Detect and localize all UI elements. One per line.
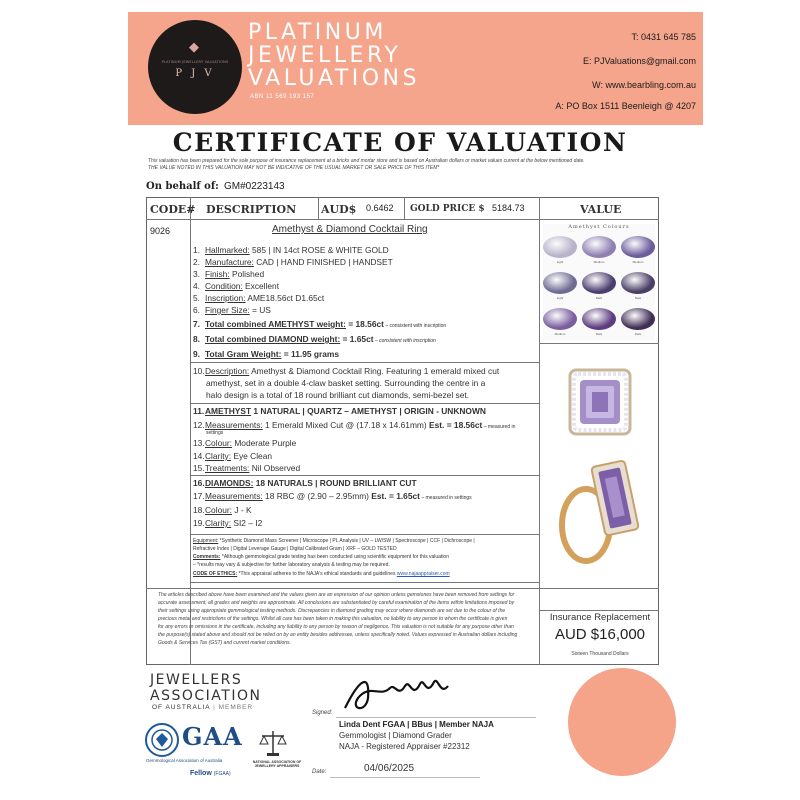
footer-line: The articles described above have been examined and the values given are an expression of our opinion unless gemstones have been removed from settings for [158,592,515,598]
on-behalf-value: GM#0223143 [224,181,285,192]
date-line [330,777,480,778]
insurance-words: Sixteen Thousand Dollars [571,651,629,657]
amethyst-weight-row: 7. Total combined AMETHYST weight: = 18.56ct – consistent with inscription [193,319,447,329]
signer-title: Gemmologist | Diamond Grader [339,731,452,740]
section-divider-5 [190,582,539,583]
company-logo [148,20,242,114]
association-line-2: ASSOCIATION [150,688,262,704]
section-divider-3 [190,475,539,476]
abn: ABN 11 569 193 157 [250,94,315,100]
disclaimer-line-2: THE VALUE NOTED IN THIS VALUATION MAY NOT BE INDICATIVE OF THE USUAL MARKET OR SALE PRICE OF THIS ITEM* [148,165,440,171]
list-item: 19.Clarity: SI2 – I2 [193,518,263,528]
value-header: VALUE [580,203,622,216]
phone: T: 0431 645 785 [631,32,696,42]
list-item: 14.Clarity: Eye Clean [193,451,273,461]
diamonds-measurements: 17.Measurements: 18 RBC @ (2.90 – 2.95mm) Est. = 1.65ct – measured in settings [193,491,472,501]
gaa-subtitle: Gemmological Association of Australia [146,758,223,763]
on-behalf-label: On behalf of: [146,181,219,192]
swatch-label: Dark [595,296,603,300]
insurance-value: AUD $16,000 [554,626,646,643]
item-code: 9026 [150,226,171,236]
amethyst-measurements: 12.Measurements: 1 Emerald Mixed Cut @ (17.18 x 14.61mm) Est. = 18.56ct – measured in [193,420,516,430]
list-item: 3. Finish: Polished [193,269,265,279]
signature-line [336,717,536,718]
swatch-2 [621,236,655,258]
footer-line: accurate assessment, all grades and weights are approximate. All conclusions are substantiated by careful examination of the items within limitations imposed by [158,600,515,606]
comments-line-1: Comments: *Although gemmological grade testing has been conducted using scientific equipment for this valuation [193,554,449,560]
amethyst-heading: 11.AMETHYST 1 NATURAL | QUARTZ – AMETHYST | ORIGIN - UNKNOWN [193,406,486,416]
equipment-line-1: Equipment: *Synthetic Diamond Mass Screener | Microscope | PL Analysis | UV – LW/SW | Spectroscope | CCF | Dichroscope | [193,538,475,544]
swatch-6 [543,308,577,330]
footer-line: precious metal and restrictions of the settings. Whilst all care has been taken in making this valuation, no liability to any person to whom the certificate is given [158,616,508,622]
description-line: halo design is a total of 18 round brilliant cut diamonds, semi-bezel set. [206,390,470,400]
diamonds-heading: 16.DIAMONDS: 18 NATURALS | ROUND BRILLIANT CUT [193,478,417,488]
item-title: Amethyst & Diamond Cocktail Ring [272,224,428,235]
list-item: 6. Finger Size: = US [193,305,271,315]
aud-value: 0.6462 [366,203,394,213]
brand-line-3: VALUATIONS [248,66,420,91]
swatch-label: Light [556,260,564,264]
signed-label: Signed: [312,710,333,716]
naja-scales-icon [258,728,288,758]
swatch-label: Light [556,296,564,300]
ethics-line: CODE OF ETHICS: *This appraisal adheres to the NAJA's ethical standards and guidelines www.najaappraiser.com [193,571,450,577]
naja-link[interactable]: www.najaappraiser.com [396,571,450,577]
aud-divider [318,197,319,219]
list-item: 18.Colour: J - K [193,505,252,515]
swatch-3 [543,272,577,294]
list-item: 2. Manufacture: CAD | HAND FINISHED | HANDSET [193,257,393,267]
gaa-emblem-icon [144,722,180,758]
gram-weight-row: 9. Total Gram Weight: = 11.95 grams [193,349,339,359]
disclaimer-line-1: This valuation has been prepared for the sole purpose of insurance replacement at a bricks and mortar store and is based on Australian dollars or market values current at the below mentioned date. [148,158,585,164]
header-divider [146,219,659,220]
amethyst-measurements-note: settings [206,430,224,436]
section-divider-4 [190,534,539,535]
description-line: amethyst, set in a double 4-claw basket setting. Surrounding the centre in a [206,378,486,388]
association-line-1: JEWELLERS [150,672,243,688]
swatch-label: Medium [593,260,605,264]
section-divider-2 [190,403,539,404]
swatch-label: Dark [595,332,603,336]
swatch-label: Dark [634,296,642,300]
swatch-4 [582,272,616,294]
company-seal [568,668,676,776]
gaa-fellow: Fellow (FGAA) [190,770,231,777]
logo-text: PLATINUM JEWELLERY VALUATIONS [161,60,229,64]
list-item: 5. Inscription: AME18.56ct D1.65ct [193,293,325,303]
footer-line: their settings using appropriate gemmological testing methods. Discrepancies in diamond grading may occur where diamonds are set due to the colour of the [158,608,506,614]
swatch-label: Dark [634,332,642,336]
date-label: Date: [312,769,327,775]
date-value: 04/06/2025 [364,763,415,774]
address: A: PO Box 1511 Beenleigh @ 4207 [555,101,696,111]
code-header: CODE# [150,203,196,216]
aud-header: AUD$ [321,203,357,216]
gaa-text: GAA [182,722,243,751]
list-item: 15.Treatments: Nil Observed [193,463,301,473]
swatch-5 [621,272,655,294]
list-item: 13.Colour: Moderate Purple [193,438,297,448]
gold-divider [404,197,405,219]
signer-registration: NAJA - Registered Appraiser #22312 [339,742,470,751]
value-divider-1 [539,343,659,344]
ring-photo-top [560,362,640,442]
swatch-0 [543,236,577,258]
section-divider-1 [190,362,539,363]
description-header: DESCRIPTION [206,203,297,216]
signer-name: Linda Dent FGAA | BBus | Member NAJA [339,720,494,729]
signature [340,668,460,718]
brand-line-1: PLATINUM [248,20,387,45]
value-col-divider [539,197,540,665]
website: W: www.bearbling.com.au [592,80,696,90]
gold-value: 5184.73 [492,203,525,213]
swatch-7 [582,308,616,330]
email: E: PJValuations@gmail.com [582,56,696,66]
list-item: 1. Hallmarked: 585 | IN 14ct ROSE & WHITE GOLD [193,245,389,255]
diamond-weight-row: 8. Total combined DIAMOND weight: = 1.65ct – consistent with inscription [193,334,436,344]
ring-photo-side [556,445,656,575]
footer-line: Goods & Services Tax (GST) and current market conditions. [158,640,291,646]
comments-line-2: – *results may vary & subjective for further laboratory analysis & testing may be required. [193,562,390,568]
brand-line-2: JEWELLERY [248,43,402,68]
logo-initials: P J V [175,68,215,79]
swatch-1 [582,236,616,258]
association-line-3: OF AUSTRALIA | MEMBER [152,704,254,711]
page-title: CERTIFICATE OF VALUATION [172,128,628,157]
swatch-8 [621,308,655,330]
footer-line: the purpose(s) stated above and should not be relied on by an entity besides addressee, unless specifically noted. Values expressed in Australian dollars including [158,632,518,638]
footer-divider [146,588,659,589]
footer-line: for any errors or omissions in the certificate, including any liability to any person by reason of negligence. This valuation is not suitable for any purpose other than [158,624,514,630]
colour-chart-title: Amethyst Colours [568,224,630,230]
insurance-label: Insurance Replacement [549,612,651,623]
description-row: 10.Description: Amethyst & Diamond Cocktail Ring. Featuring 1 emerald mixed cut [193,366,500,376]
value-divider-2 [539,610,659,611]
list-item: 4. Condition: Excellent [193,281,280,291]
gold-header: GOLD PRICE $ [410,204,485,214]
swatch-label: Medium [632,260,644,264]
swatch-label: Medium [554,332,566,336]
naja-text: NATIONAL ASSOCIATION OF JEWELLERY APPRAISERS [252,760,302,768]
diamond-icon: ◆ [189,39,199,54]
equipment-line-2: Refractive Index | Digital Leverage Gauge | Digital Calibrated Gram | XRF – GOLD TESTED [193,546,397,552]
